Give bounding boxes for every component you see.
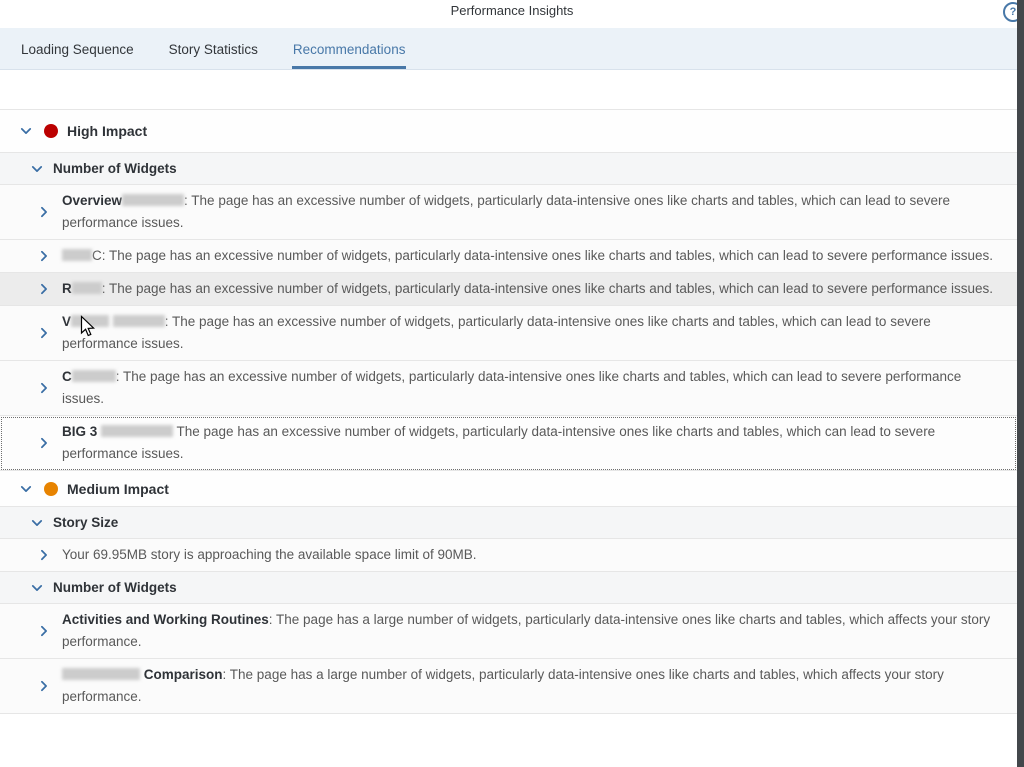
collapse-chevron-icon[interactable] [30,581,44,595]
expand-chevron-icon[interactable] [37,249,51,263]
tab-recommendations[interactable] [292,28,407,69]
dialog-content [0,70,1024,714]
recommendations-list [0,109,1017,714]
redacted-text-block [71,315,109,327]
recommendation-text: C: The page has an excessive number of widgets, particularly data-intensive ones like charts and tables, which can lead to severe performance issues. [62,245,1017,267]
recommendation-text: BIG 3 The page has an excessive number of widgets, particularly data-intensive ones like charts and tables, which can lead to severe performance issues. [62,424,936,461]
impact-label: High Impact [67,123,148,139]
expand-chevron-icon[interactable] [37,205,51,219]
group-label: Number of Widgets [53,580,177,595]
impact-header-medium[interactable] [0,471,1017,507]
recommendation-text: Overview : The page has an excessive number of widgets, particularly data-intensive ones like charts and tables, which can lead to severe performance issues. [62,193,950,230]
group-label: Number of Widgets [53,161,177,176]
expand-chevron-icon[interactable] [37,624,51,638]
tab-label: Recommendations [292,41,406,57]
recommendation-item[interactable] [0,361,1017,416]
collapse-chevron-icon[interactable] [30,516,44,530]
recommendation-item[interactable] [0,604,1017,659]
right-edge-bar [1017,0,1024,767]
expand-chevron-icon[interactable] [37,436,51,450]
high-impact-dot-icon [44,124,58,138]
expand-chevron-icon[interactable] [37,548,51,562]
group-header-number-of-widgets[interactable] [0,153,1017,185]
medium-impact-dot-icon [44,482,58,496]
recommendation-text: Comparison: The page has a large number of widgets, particularly data-intensive ones like charts and tables, which affects your story performance. [62,667,944,704]
group-header-story-size[interactable] [0,507,1017,539]
group-label: Story Size [53,515,119,530]
redacted-text-block [122,194,184,206]
expand-chevron-icon[interactable] [37,679,51,693]
redacted-text-block [62,249,92,261]
impact-label: Medium Impact [67,480,169,497]
tab-loading-sequence[interactable] [20,28,135,69]
recommendation-text: C : The page has an excessive number of widgets, particularly data-intensive ones like charts and tables, which can lead to severe performance issues. [62,369,962,406]
group-header-number-of-widgets[interactable] [0,572,1017,604]
recommendation-item[interactable] [0,539,1017,572]
redacted-text-block [62,668,140,680]
tab-story-statistics[interactable] [168,28,259,69]
recommendation-text: Your 69.95MB story is approaching the available space limit of 90MB. [62,547,477,562]
redacted-text-block [113,315,165,327]
redacted-text-block [72,282,102,294]
dialog-title: Performance Insights [450,3,574,18]
tab-bar [0,28,1024,70]
recommendation-text: R : The page has an excessive number of widgets, particularly data-intensive ones like charts and tables, which can lead to severe performance issues. [62,281,993,296]
tab-label: Story Statistics [168,41,258,57]
redacted-text-block [101,425,173,437]
collapse-chevron-icon[interactable] [19,482,33,496]
recommendation-item[interactable] [0,185,1017,240]
help-icon[interactable]: ? [1003,2,1023,22]
recommendation-item[interactable] [0,240,1017,273]
recommendation-item[interactable] [0,306,1017,361]
redacted-text-block [72,370,116,382]
collapse-chevron-icon[interactable] [30,162,44,176]
collapse-chevron-icon[interactable] [19,124,33,138]
recommendation-item[interactable] [0,659,1017,714]
dialog-titlebar [0,0,1024,28]
impact-header-high[interactable] [0,110,1017,153]
recommendation-text: Activities and Working Routines: The page has a large number of widgets, particularly data-intensive ones like charts and tables, which affects your story performance. [62,612,991,649]
recommendation-item[interactable] [0,416,1017,471]
expand-chevron-icon[interactable] [37,326,51,340]
expand-chevron-icon[interactable] [37,282,51,296]
expand-chevron-icon[interactable] [37,381,51,395]
tab-label: Loading Sequence [21,41,134,57]
recommendation-item[interactable] [0,273,1017,306]
recommendation-text: V : The page has an excessive number of widgets, particularly data-intensive ones like charts and tables, which can lead to severe performance issues. [62,314,931,351]
